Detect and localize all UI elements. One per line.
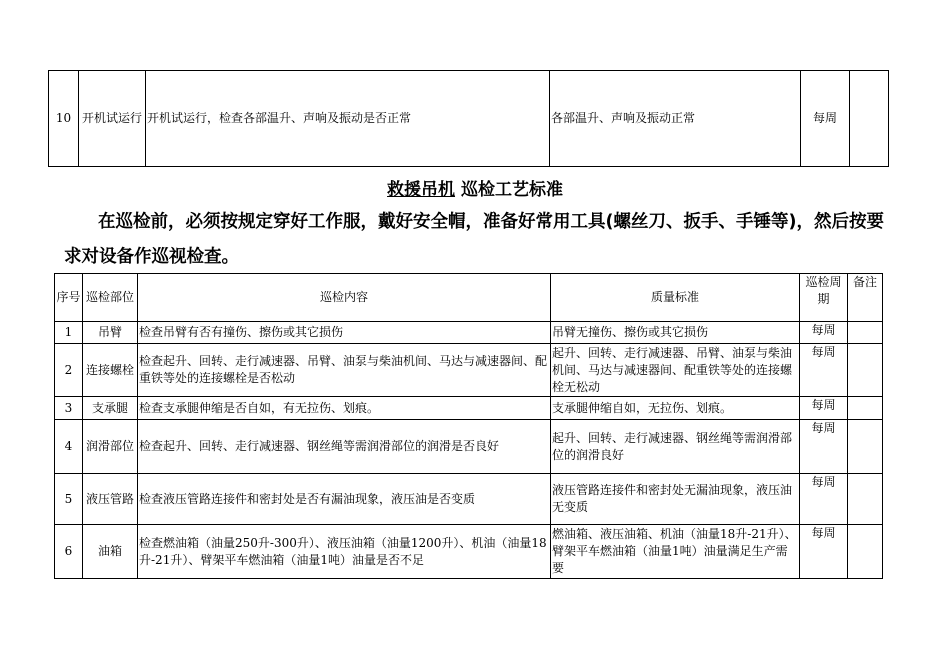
inspection-part: 润滑部位 [83, 420, 138, 474]
row-number: 4 [55, 420, 83, 474]
inspection-part: 支承腿 [83, 397, 138, 420]
quality-standard: 起升、回转、走行减速器、吊臂、油泵与柴油机间、马达与减速器间、配重铁等处的连接螺栓无松动 [551, 344, 800, 397]
page-title [0, 175, 950, 200]
table-row [49, 71, 889, 167]
remark [848, 344, 883, 397]
inspection-period: 每周 [800, 344, 848, 397]
inspection-part: 开机试运行 [79, 71, 146, 167]
table-row [55, 397, 883, 420]
row-number: 5 [55, 474, 83, 525]
inspection-content: 检查支承腿伸缩是否自如，有无拉伤、划痕。 [138, 397, 551, 420]
header-standard: 质量标准 [551, 274, 800, 322]
remark [850, 71, 889, 167]
remark [848, 525, 883, 579]
table-row [55, 525, 883, 579]
inspection-table [54, 273, 883, 579]
inspection-part: 吊臂 [83, 322, 138, 344]
row-number: 2 [55, 344, 83, 397]
inspection-content: 检查燃油箱（油量250升-300升）、液压油箱（油量1200升）、机油（油量18升-21升）、臂架平车燃油箱（油量1吨）油量是否不足 [138, 525, 551, 579]
header-part: 巡检部位 [83, 274, 138, 322]
title-equipment: 救援吊机 [387, 180, 456, 200]
header-no: 序号 [55, 274, 83, 322]
row-number: 10 [49, 71, 79, 167]
inspection-period: 每周 [800, 525, 848, 579]
header-content: 巡检内容 [138, 274, 551, 322]
table-row [55, 474, 883, 525]
inspection-period: 每周 [800, 397, 848, 420]
inspection-content: 检查起升、回转、走行减速器、吊臂、油泵与柴油机间、马达与减速器间、配重铁等处的连接螺栓是否松动 [138, 344, 551, 397]
inspection-part: 连接螺栓 [83, 344, 138, 397]
inspection-period: 每周 [800, 322, 848, 344]
quality-standard: 燃油箱、液压油箱、机油（油量18升-21升）、臂架平车燃油箱（油量1吨）油量满足生产需要 [551, 525, 800, 579]
inspection-part: 液压管路 [83, 474, 138, 525]
table-header-row [55, 274, 883, 322]
intro-paragraph: 在巡检前，必须按规定穿好工作服，戴好安全帽，准备好常用工具(螺丝刀、扳手、手锤等)，然后按要求对设备作巡视检查。 [64, 212, 884, 267]
quality-standard: 起升、回转、走行减速器、钢丝绳等需润滑部位的润滑良好 [551, 420, 800, 474]
table-row [55, 420, 883, 474]
remark [848, 397, 883, 420]
quality-standard: 各部温升、声响及振动正常 [550, 71, 801, 167]
remark [848, 474, 883, 525]
title-standard: 巡检工艺标准 [455, 180, 563, 200]
inspection-period: 每周 [801, 71, 850, 167]
inspection-content: 检查起升、回转、走行减速器、钢丝绳等需润滑部位的润滑是否良好 [138, 420, 551, 474]
quality-standard: 吊臂无撞伤、擦伤或其它损伤 [551, 322, 800, 344]
row-number: 3 [55, 397, 83, 420]
quality-standard: 液压管路连接件和密封处无漏油现象，液压油无变质 [551, 474, 800, 525]
table-row [55, 322, 883, 344]
inspection-content: 检查液压管路连接件和密封处是否有漏油现象，液压油是否变质 [138, 474, 551, 525]
table-row [55, 344, 883, 397]
inspection-period: 每周 [800, 474, 848, 525]
row-number: 1 [55, 322, 83, 344]
header-period: 巡检周期 [800, 274, 848, 322]
inspection-content: 检查吊臂有否有撞伤、擦伤或其它损伤 [138, 322, 551, 344]
quality-standard: 支承腿伸缩自如，无拉伤、划痕。 [551, 397, 800, 420]
row-number: 6 [55, 525, 83, 579]
inspection-content: 开机试运行，检查各部温升、声响及振动是否正常 [146, 71, 550, 167]
inspection-part: 油箱 [83, 525, 138, 579]
remark [848, 420, 883, 474]
previous-page-table [48, 70, 889, 167]
remark [848, 322, 883, 344]
inspection-period: 每周 [800, 420, 848, 474]
header-remark: 备注 [848, 274, 883, 322]
